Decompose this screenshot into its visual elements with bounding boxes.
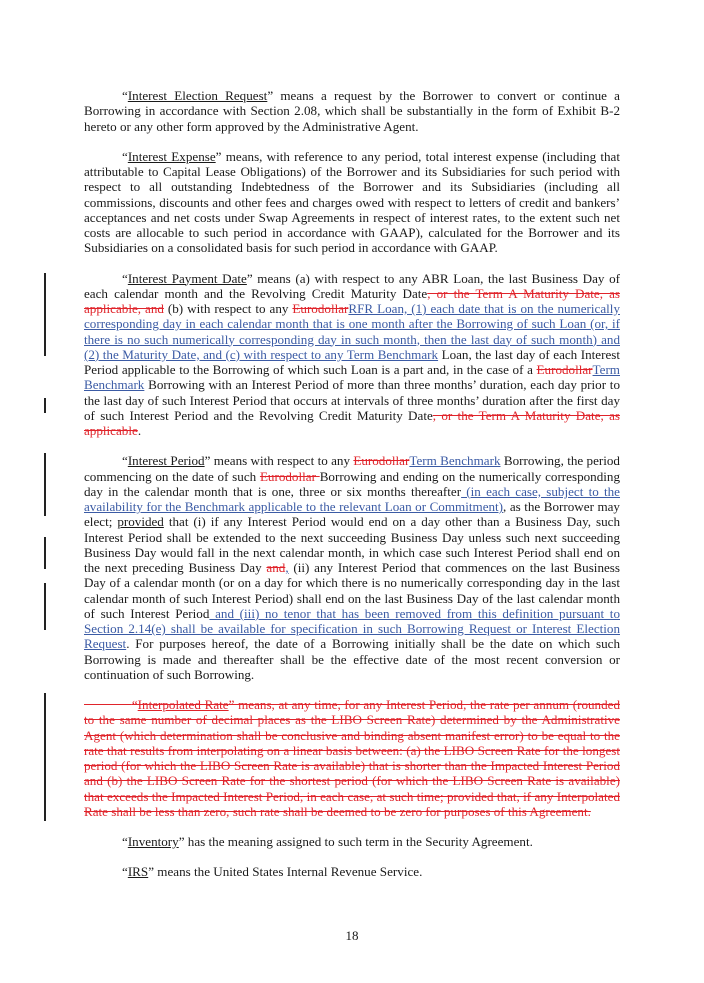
definition-interest-election-request <box>84 88 620 134</box>
deleted-text: Eurodollar <box>259 468 320 484</box>
defined-term: Interest Expense <box>127 148 216 164</box>
defined-term: Interest Payment Date <box>127 270 247 286</box>
definition-interest-expense <box>84 149 620 256</box>
definition-text: ” means (a) with respect to any ABR Loan, the last Business Day of each calendar month and the Revolving Credit Maturity Date <box>84 270 620 301</box>
inserted-text: and (iii) no tenor that has been removed from this definition pursuant to Section 2.14(e) shall be available for specification in such Borrowing Request or Interest Election Request <box>84 605 620 652</box>
change-bar <box>44 693 46 821</box>
definition-text: . For purposes hereof, the date of a Borrowing initially shall be the date on which such Borrowing is made and thereafter shall be the effective date of the most recent conversion or continuation of such Borrowing. <box>84 636 620 682</box>
definition-interpolated-rate-deleted <box>84 697 620 819</box>
defined-term: Interest Period <box>127 453 205 469</box>
inserted-text: (in each case, subject to the availability for the Benchmark applicable to the relevant Loan or Commitment) <box>84 483 620 514</box>
definition-text: . <box>137 423 142 438</box>
change-bar <box>44 453 46 516</box>
open-quote: “ <box>131 697 138 712</box>
definition-body: ” means, at any time, for any Interest Period, the rate per annum (rounded to the same number of decimal places as the LIBO Screen Rate) determined by the Administrative Agent (which determination shall be conclusive and binding absent manifest error) to be equal to the rate that results from interpolating on a linear basis between: (a) the LIBO Screen Rate for the longest period (for which the LIBO Screen Rate is available) that is shorter than the Impacted Interest Period and (b) the LIBO Screen Rate for the shortest period (for which the LIBO Screen Rate is available) that exceeds the Impacted Interest Period, in each case, at such time; provided that, if any Interpolated Rate shall be less than zero, such rate shall be deemed to be zero for purposes of this Agreement. <box>84 697 620 819</box>
definition-irs <box>84 864 620 879</box>
inserted-text: Term Benchmark <box>84 362 620 393</box>
defined-term: Interpolated Rate <box>137 697 229 712</box>
definition-inventory <box>84 834 620 849</box>
open-quote: “ <box>122 270 128 286</box>
page-number: 18 <box>345 927 359 943</box>
definition-text: (ii) any Interest Period that commences on the last Business Day of a calendar month (or on a day for which there is no numerically corresponding day in the last calendar month of such Interest Period) shall end on the last Business Day of the last calendar month of such Interest Period <box>84 560 620 621</box>
inserted-text: , <box>285 560 289 575</box>
deleted-text: and <box>266 560 286 575</box>
definition-interest-payment-date <box>84 271 620 439</box>
definition-text: ” means with respect to any <box>204 453 354 469</box>
change-bar <box>44 537 46 569</box>
definition-body: ” means the United States Internal Revenue Service. <box>148 864 423 880</box>
change-bar <box>44 273 46 356</box>
defined-term: Inventory <box>127 834 179 849</box>
open-quote: “ <box>122 834 128 849</box>
defined-term: Interest Election Request <box>127 88 268 103</box>
deleted-text: Eurodollar <box>292 301 349 316</box>
open-quote: “ <box>122 148 128 164</box>
inserted-text: RFR Loan, (1) each date that is on the numerically corresponding day in each calendar month that is one month after the Borrowing of such Loan (or, if there is no such numerically corresponding day in such month, then the last day of such month) and (2) the Maturity Date, and (c) with respect to any Term Benchmark <box>84 301 620 362</box>
deleted-text: Eurodollar <box>536 362 593 377</box>
inserted-text: Term Benchmark <box>409 453 501 469</box>
definition-text: Borrowing and ending on the numerically corresponding day in the calendar month that is one, three or six months thereafter <box>84 468 620 499</box>
definition-text: (b) with respect to any <box>163 301 293 316</box>
open-quote: “ <box>122 864 128 880</box>
definition-interest-period <box>84 453 620 682</box>
deleted-text: , or the Term A Maturity Date, as applicable, and <box>84 285 620 316</box>
change-bar <box>44 398 46 413</box>
definition-text: , as the Borrower may elect; <box>84 499 620 530</box>
provided-term: provided <box>117 514 164 530</box>
deleted-leader <box>84 697 132 712</box>
definition-body: ” has the meaning assigned to such term in the Security Agreement. <box>178 834 533 849</box>
deleted-text: Eurodollar <box>353 453 410 469</box>
definition-text: that (i) if any Interest Period would end on a day other than a Business Day, such Interest Period shall be extended to the next succeeding Business Day unless such next succeeding Business Day would fall in the next calendar month, in which case such Interest Period shall end on the next preceding Business Day <box>84 514 620 575</box>
definition-text: Loan, the last day of each Interest Period applicable to the Borrowing of which such Loan is a part and, in the case of a <box>84 346 620 377</box>
open-quote: “ <box>122 453 128 469</box>
deleted-text: , or the Term A Maturity Date, as applicable <box>84 407 620 438</box>
definition-text: Borrowing, the period commencing on the date of such <box>84 453 620 484</box>
definition-body: ” means, with reference to any period, total interest expense (including that attributable to Capital Lease Obligations) of the Borrower and its Subsidiaries for such period with respect to all outstanding Indebtedness of the Borrower and its Subsidiaries (including all commissions, discounts and other fees and charges owed with respect to letters of credit and bankers’ acceptances and net costs under Swap Agreements in respect of interest rates, to the extent such net costs are allocable to such period in accordance with GAAP), calculated for the Borrower and its Subsidiaries on a consolidated basis for such period in accordance with GAAP. <box>84 148 620 256</box>
defined-term: IRS <box>127 864 149 880</box>
change-bar <box>44 583 46 630</box>
definition-body: ” means a request by the Borrower to convert or continue a Borrowing in accordance with Section 2.08, which shall be substantially in the form of Exhibit B-2 hereto or any other form approved by the Administrative Agent. <box>84 88 620 134</box>
definition-text: Borrowing with an Interest Period of more than three months’ duration, each day prior to the last day of such Interest Period that occurs at intervals of three months’ duration after the first day of such Interest Period and the Revolving Credit Maturity Date <box>84 377 620 423</box>
open-quote: “ <box>122 88 128 103</box>
